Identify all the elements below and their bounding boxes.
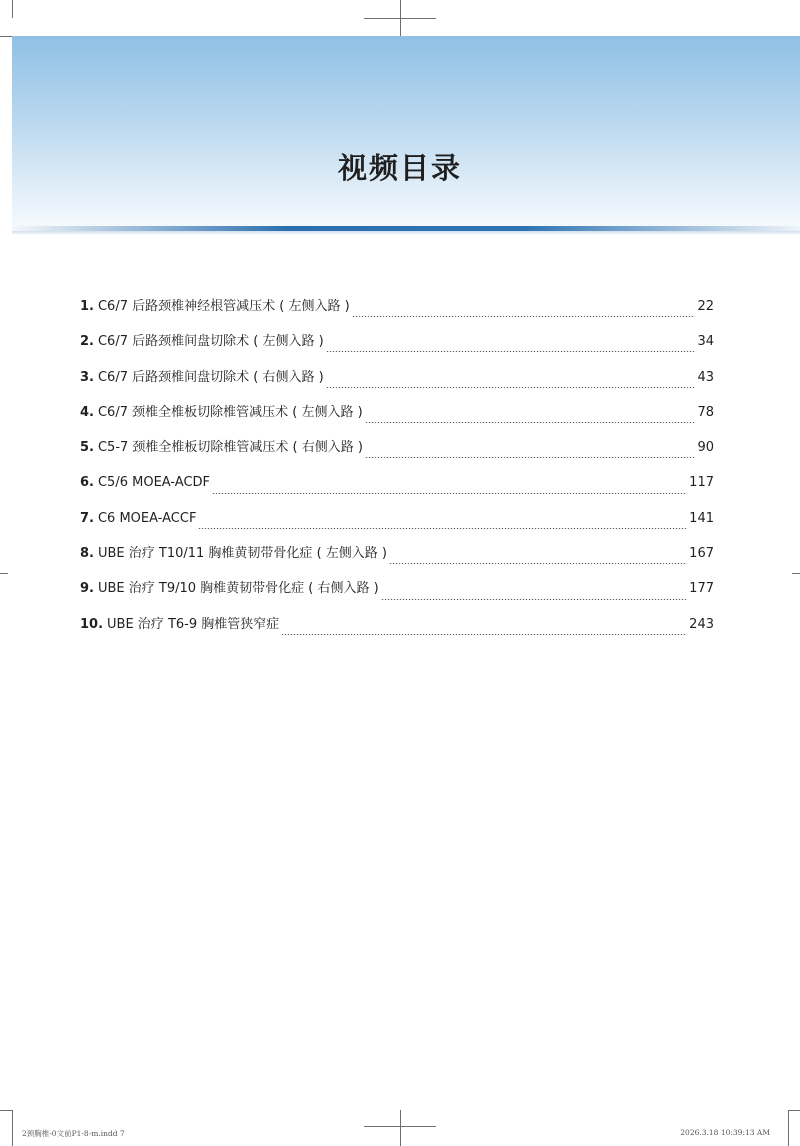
toc-entry-title: UBE 治疗 T9/10 胸椎黄韧带骨化症 ( 右侧入路 ) [97, 581, 379, 597]
toc-entry-number: 4. [80, 404, 94, 420]
toc-entry-page: 34 [697, 334, 714, 350]
dot-leader [198, 528, 687, 529]
print-slug-left: 2颈胸椎-0文前P1-8-m.indd 7 [22, 1129, 125, 1138]
toc-entry-number: 10. [80, 616, 104, 632]
toc-entry-title: C6/7 颈椎全椎板切除椎管减压术 ( 左侧入路 ) [97, 404, 363, 420]
crop-mark [792, 573, 800, 574]
toc-entry-number: 8. [80, 546, 94, 562]
header-banner [12, 36, 800, 226]
toc-entry-number: 9. [80, 581, 94, 597]
toc-entry-number: 6. [80, 475, 94, 491]
dot-leader [212, 493, 687, 494]
toc-entry-title: UBE 治疗 T6-9 胸椎管狭窄症 [107, 616, 280, 632]
toc-entry-title: C6/7 后路颈椎间盘切除术 ( 右侧入路 ) [97, 369, 324, 385]
toc-entry-page: 22 [697, 299, 714, 314]
toc-entry-page: 177 [689, 581, 714, 597]
toc-entry[interactable] [80, 437, 714, 472]
toc-entry-page: 43 [697, 369, 714, 385]
toc-entry[interactable] [80, 472, 714, 507]
crop-mark [788, 1110, 789, 1146]
crop-mark [364, 1126, 436, 1127]
toc-entry[interactable] [80, 614, 714, 649]
crop-mark [788, 1110, 800, 1111]
crop-mark [0, 1110, 12, 1111]
toc-entry-title: C5-7 颈椎全椎板切除椎管减压术 ( 右侧入路 ) [97, 440, 363, 456]
toc-entry-number: 1. [80, 299, 94, 314]
dot-leader [326, 351, 696, 352]
toc-list [80, 296, 714, 649]
toc-entry-page: 117 [689, 475, 714, 491]
header-rule-shadow [12, 231, 800, 235]
toc-entry-title: C5/6 MOEA-ACDF [97, 475, 211, 491]
dot-leader [281, 634, 687, 635]
crop-mark [12, 1110, 13, 1146]
crop-mark [12, 0, 13, 18]
dot-leader [326, 387, 696, 388]
toc-entry[interactable] [80, 578, 714, 613]
toc-entry[interactable] [80, 296, 714, 331]
toc-entry-title: C6 MOEA-ACCF [97, 510, 197, 526]
dot-leader [352, 316, 696, 317]
toc-entry-page: 167 [689, 546, 714, 562]
toc-entry-page: 90 [697, 440, 714, 456]
toc-entry-title: C6/7 后路颈椎神经根管减压术 ( 左侧入路 ) [97, 299, 350, 314]
toc-entry[interactable] [80, 508, 714, 543]
dot-leader [389, 563, 687, 564]
toc-entry-number: 3. [80, 369, 94, 385]
dot-leader [365, 457, 695, 458]
crop-mark [0, 36, 12, 37]
crop-mark [364, 18, 436, 19]
crop-mark [0, 573, 8, 574]
dot-leader [365, 422, 696, 423]
toc-entry-title: UBE 治疗 T10/11 胸椎黄韧带骨化症 ( 左侧入路 ) [97, 546, 387, 562]
print-slug-right: 2026.3.18 10:39:13 AM [680, 1128, 770, 1137]
toc-entry-page: 141 [689, 510, 714, 526]
toc-entry[interactable] [80, 367, 714, 402]
crop-mark [400, 1110, 401, 1146]
toc-entry-number: 5. [80, 440, 94, 456]
toc-entry-number: 2. [80, 334, 94, 350]
page-title: 视频目录 [337, 151, 462, 185]
toc-entry[interactable] [80, 331, 714, 366]
toc-entry-page: 243 [689, 616, 714, 632]
toc-entry[interactable] [80, 543, 714, 578]
toc-entry-page: 78 [697, 404, 714, 420]
toc-entry-title: C6/7 后路颈椎间盘切除术 ( 左侧入路 ) [97, 334, 324, 350]
dot-leader [381, 599, 687, 600]
toc-entry[interactable] [80, 402, 714, 437]
toc-entry-number: 7. [80, 510, 94, 526]
